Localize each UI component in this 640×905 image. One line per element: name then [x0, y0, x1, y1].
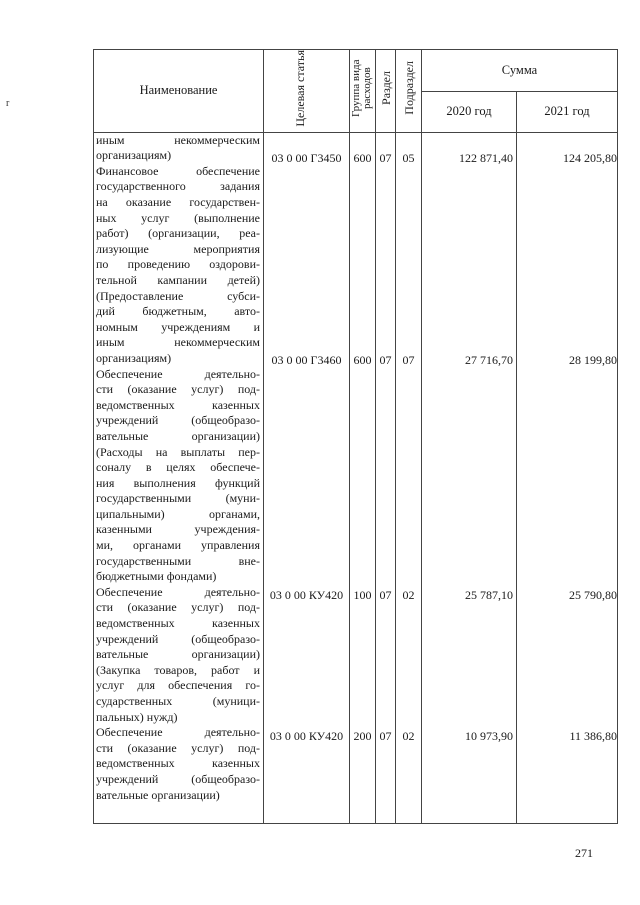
row-4-section: 07 — [379, 728, 392, 743]
name-line: организациям) — [96, 350, 172, 365]
name-line: иным некоммерческим — [96, 335, 260, 350]
row-1-group: 600 — [353, 150, 372, 165]
header-expense-group — [350, 50, 376, 133]
row-4-sum-2021: 11 386,80 — [569, 728, 617, 743]
row-3-subsection: 02 — [402, 587, 415, 602]
name-line: тельной кампании детей) — [96, 272, 260, 287]
name-line: (Расходы на выплаты пер- — [96, 444, 260, 459]
name-line: по проведению оздорови- — [96, 257, 260, 272]
sum-2020-column — [422, 132, 517, 823]
name-line: работ) (организации, реа- — [96, 226, 260, 241]
name-line: дий бюджетным, авто- — [96, 304, 260, 319]
name-line: государственными вне- — [96, 553, 260, 568]
row-3-sum-2021: 25 790,80 — [569, 587, 617, 602]
name-line: ведомственных казенных — [96, 756, 260, 771]
header-year-2021: 2021 год — [517, 92, 618, 132]
name-line: сти (оказание услуг) под- — [96, 740, 260, 755]
row-4-sum-2020: 10 973,90 — [465, 728, 513, 743]
name-line: сти (оказание услуг) под- — [96, 382, 260, 397]
header-section — [376, 50, 396, 133]
name-line: сти (оказание услуг) под- — [96, 600, 260, 615]
name-line: вательные организации) — [96, 647, 260, 662]
name-line: Обеспечение деятельно- — [96, 725, 260, 740]
name-line: соналу в целях обеспече- — [96, 460, 260, 475]
name-line: ния выполнения функций — [96, 475, 260, 490]
row-1-subsection: 05 — [402, 150, 415, 165]
header-expense-group-label: Группа вида расходов — [349, 59, 373, 118]
header-subsection-label: Подраздел — [401, 61, 416, 116]
name-line: (Предоставление субси- — [96, 288, 260, 303]
name-line: (Закупка товаров, работ и — [96, 662, 260, 677]
name-line: ведомственных казенных — [96, 616, 260, 631]
page-number: 271 — [575, 846, 593, 860]
name-line: вательные организации) — [96, 787, 220, 802]
name-line: учреждений (общеобразо- — [96, 771, 260, 786]
name-column — [94, 132, 264, 823]
row-1-target: 03 0 00 Г3450 — [271, 150, 342, 165]
header-sum: Сумма — [422, 50, 618, 92]
row-2-sum-2021: 28 199,80 — [569, 352, 617, 367]
row-1-sum-2021: 124 205,80 — [563, 150, 617, 165]
row-1-sum-2020: 122 871,40 — [459, 150, 513, 165]
header-row-1 — [94, 50, 618, 92]
name-line: услуг для обеспечения го- — [96, 678, 260, 693]
name-line: на оказание государствен- — [96, 195, 260, 210]
name-line: Обеспечение деятельно- — [96, 584, 260, 599]
name-line: ципальными) органами, — [96, 506, 260, 521]
name-line: ведомственных казенных — [96, 397, 260, 412]
name-line: казенными учреждения- — [96, 522, 260, 537]
name-line: Финансовое обеспечение — [96, 163, 260, 178]
name-line: организациям) — [96, 148, 172, 163]
name-line: ми, органами управления — [96, 538, 260, 553]
name-line: вательные организации) — [96, 428, 260, 443]
name-line: государственного задания — [96, 179, 260, 194]
header-section-label: Раздел — [378, 71, 393, 106]
margin-mark: r — [6, 98, 10, 109]
row-4-subsection: 02 — [402, 728, 415, 743]
target-article-column — [264, 132, 350, 823]
name-line: бюджетными фондами) — [96, 569, 217, 584]
row-2-sum-2020: 27 716,70 — [465, 352, 513, 367]
header-target-article — [264, 50, 350, 133]
row-2-subsection: 07 — [402, 352, 415, 367]
name-line: учреждений (общеобразо- — [96, 631, 260, 646]
row-4-group: 200 — [353, 728, 372, 743]
row-3-group: 100 — [353, 587, 372, 602]
name-line: учреждений (общеобразо- — [96, 413, 260, 428]
row-2-group: 600 — [353, 352, 372, 367]
header-year-2020: 2020 год — [422, 92, 517, 132]
name-line: Обеспечение деятельно- — [96, 366, 260, 381]
name-line: ных услуг (выполнение — [96, 210, 260, 225]
name-line: государственными (муни- — [96, 491, 260, 506]
row-2-section: 07 — [379, 352, 392, 367]
row-3-sum-2020: 25 787,10 — [465, 587, 513, 602]
row-4-target: 03 0 00 КУ420 — [269, 728, 344, 743]
name-line: лизующие мероприятия — [96, 241, 260, 256]
budget-table — [93, 49, 618, 824]
name-line: сударственных (муници- — [96, 694, 260, 709]
section-column — [376, 132, 396, 823]
row-2-target: 03 0 00 Г3460 — [271, 352, 342, 367]
expense-group-column — [350, 132, 376, 823]
name-line: номным учреждениям и — [96, 319, 260, 334]
subsection-column — [396, 132, 422, 823]
header-subsection — [396, 50, 422, 133]
row-3-section: 07 — [379, 587, 392, 602]
name-text-block — [96, 133, 260, 804]
row-1-section: 07 — [379, 150, 392, 165]
table-body-row — [94, 132, 618, 823]
row-3-target: 03 0 00 КУ420 — [269, 587, 344, 602]
name-line: иным некоммерческим — [96, 132, 260, 147]
header-name: Наименование — [94, 50, 264, 133]
sum-2021-column — [517, 132, 618, 823]
header-target-article-label: Целевая статья — [292, 50, 307, 127]
name-line: пальных) нужд) — [96, 709, 178, 724]
